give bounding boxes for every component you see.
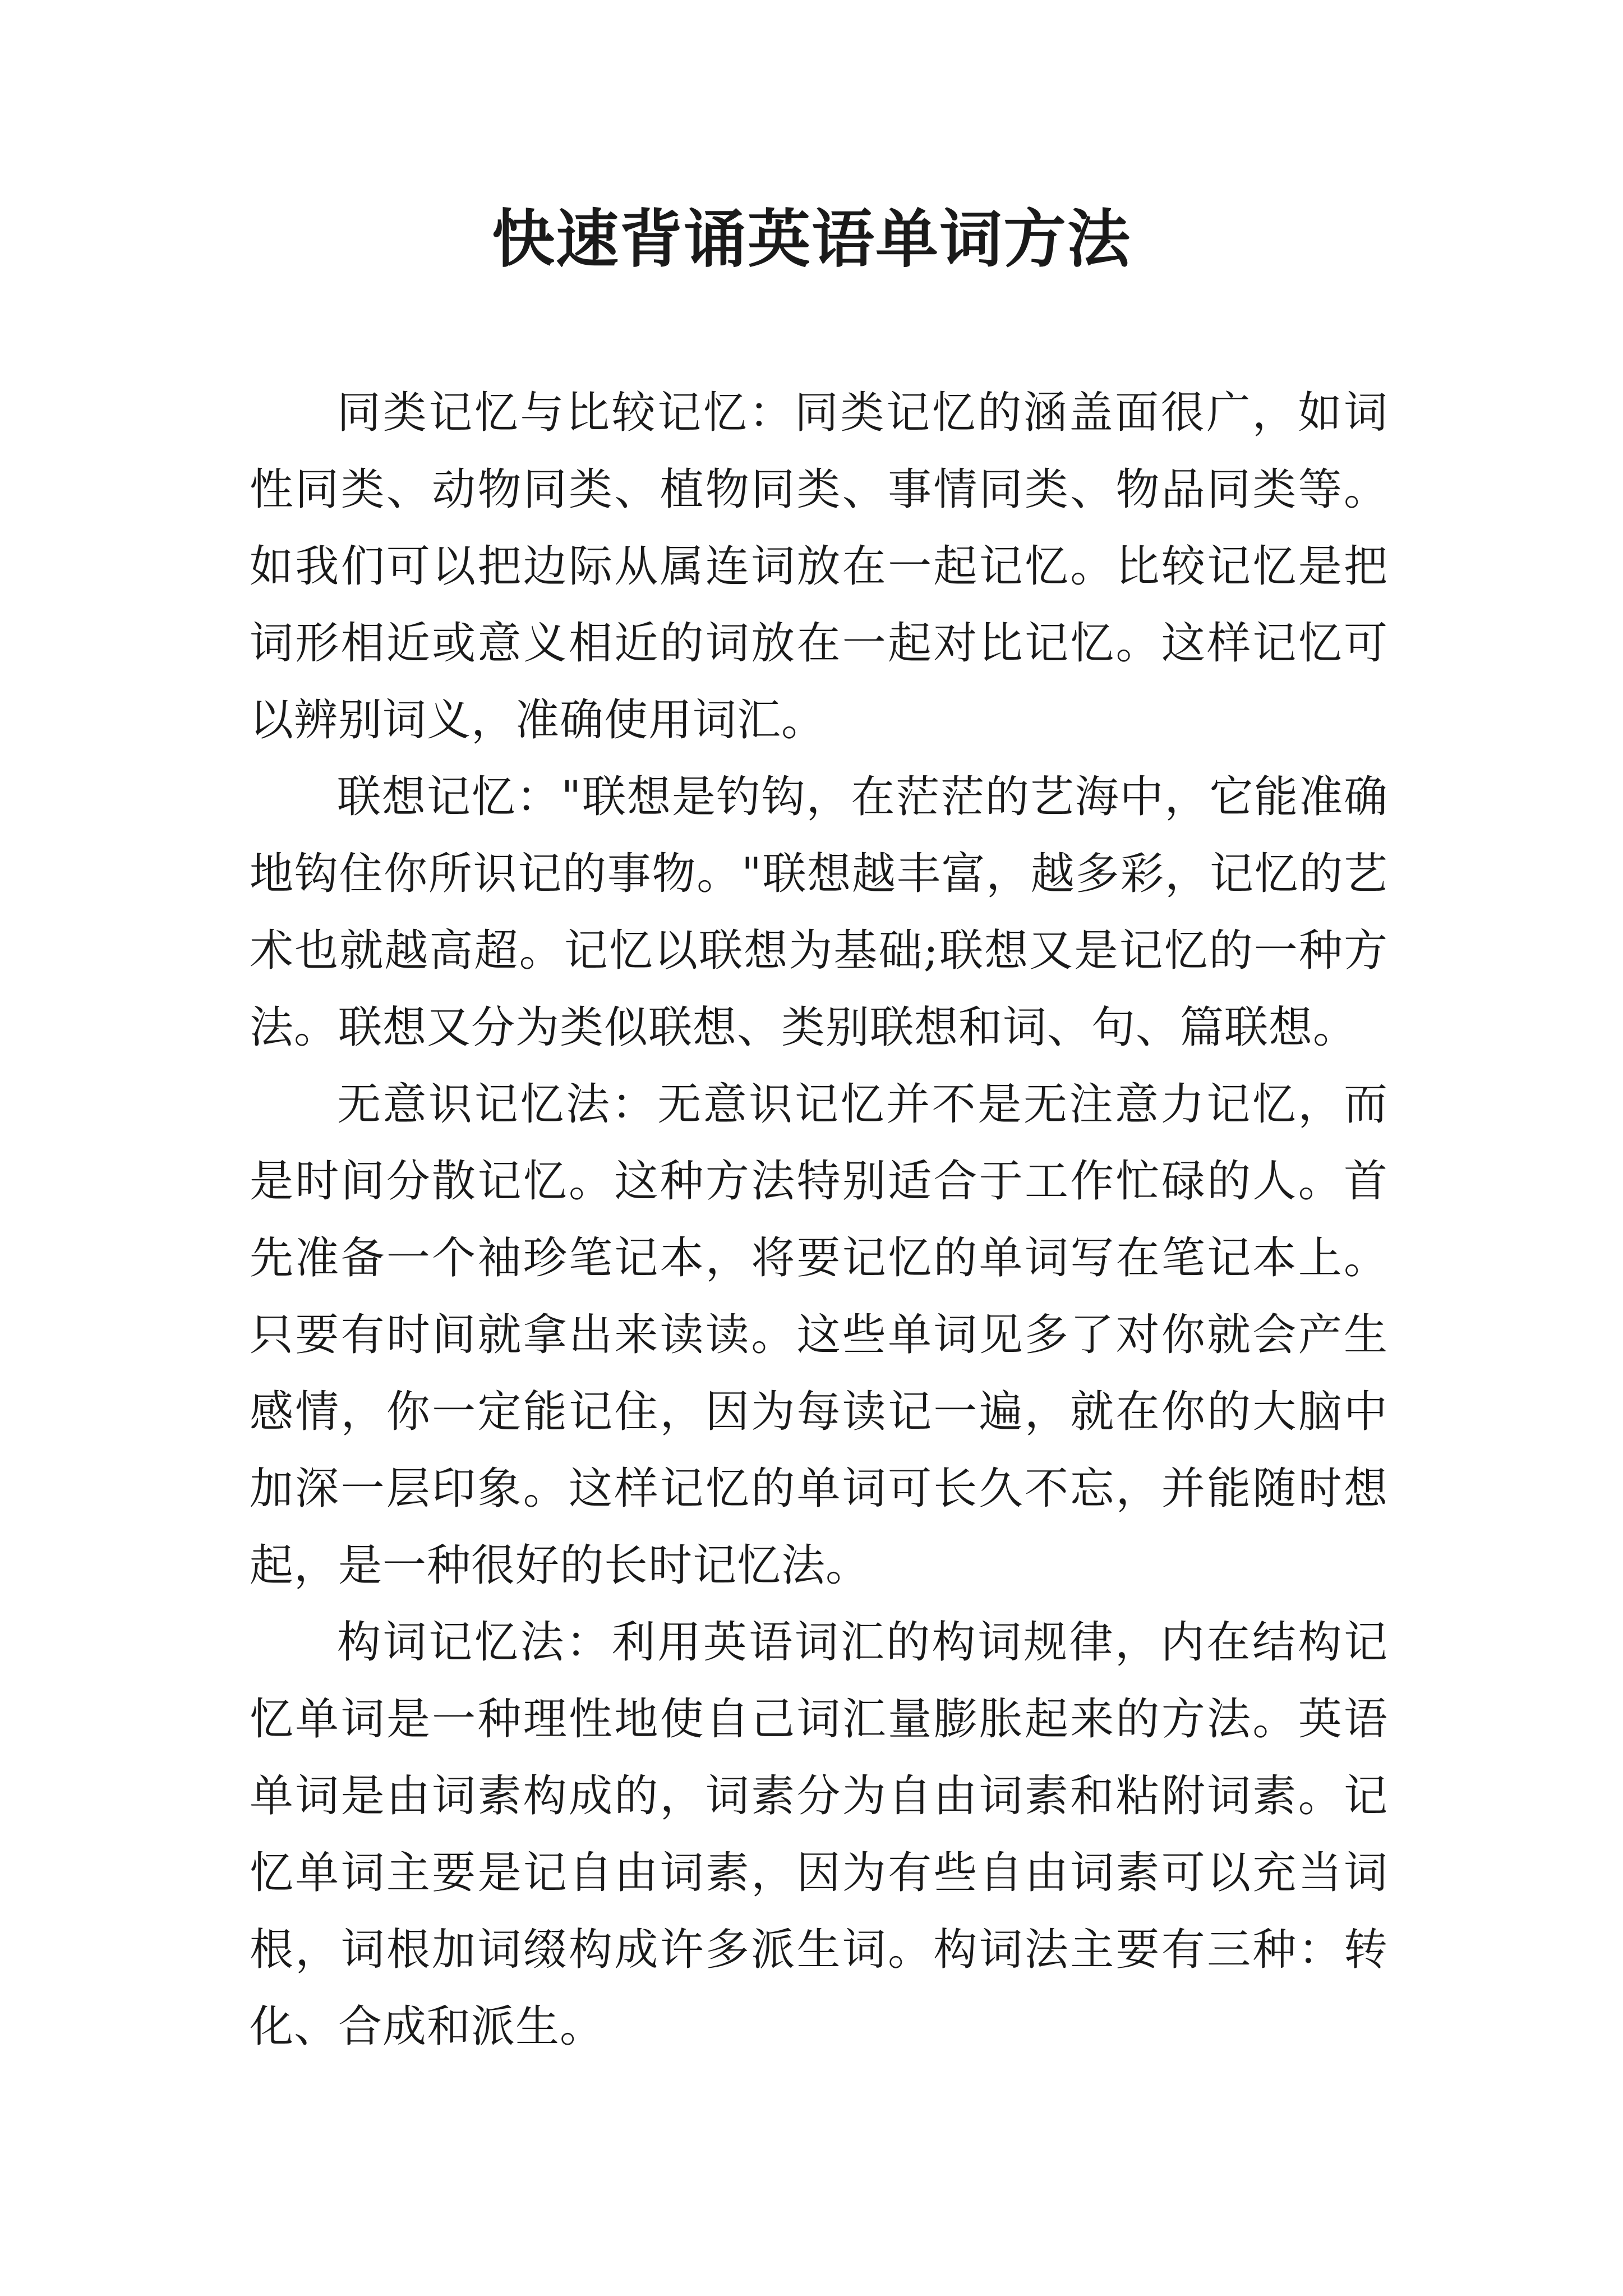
document-title: 快速背诵英语单词方法 xyxy=(492,203,1131,276)
document-body xyxy=(250,375,1388,2065)
paragraph-word-formation-memory: 构词记忆法：利用英语词汇的构词规律，内在结构记忆单词是一种理性地使自己词汇量膨胀起来的方法。英语单词是由词素构成的，词素分为自由词素和粘附词素。记忆单词主要是记自由词素，因为有些自由词素可以充当词根，词根加词缀构成许多派生词。构词法主要有三种：转化、合成和派生。 xyxy=(250,1617,1388,2052)
paragraph-similar-memory: 同类记忆与比较记忆：同类记忆的涵盖面很广，如词性同类、动物同类、植物同类、事情同类、物品同类等。如我们可以把边际从属连词放在一起记忆。比较记忆是把词形相近或意义相近的词放在一起对比记忆。这样记忆可以辨别词义，准确使用词汇。 xyxy=(250,388,1388,746)
paragraph-association-memory: 联想记忆："联想是钓钩，在茫茫的艺海中，它能准确地钩住你所识记的事物。"联想越丰富，越多彩，记忆的艺术也就越高超。记忆以联想为基础;联想又是记忆的一种方法。联想又分为类似联想、类别联想和词、句、篇联想。 xyxy=(250,772,1388,1053)
paragraph-unconscious-memory: 无意识记忆法：无意识记忆并不是无注意力记忆，而是时间分散记忆。这种方法特别适合于工作忙碌的人。首先准备一个袖珍笔记本，将要记忆的单词写在笔记本上。只要有时间就拿出来读读。这些单词见多了对你就会产生感情，你一定能记住，因为每读记一遍，就在你的大脑中加深一层印象。这样记忆的单词可长久不忘，并能随时想起，是一种很好的长时记忆法。 xyxy=(250,1079,1388,1591)
